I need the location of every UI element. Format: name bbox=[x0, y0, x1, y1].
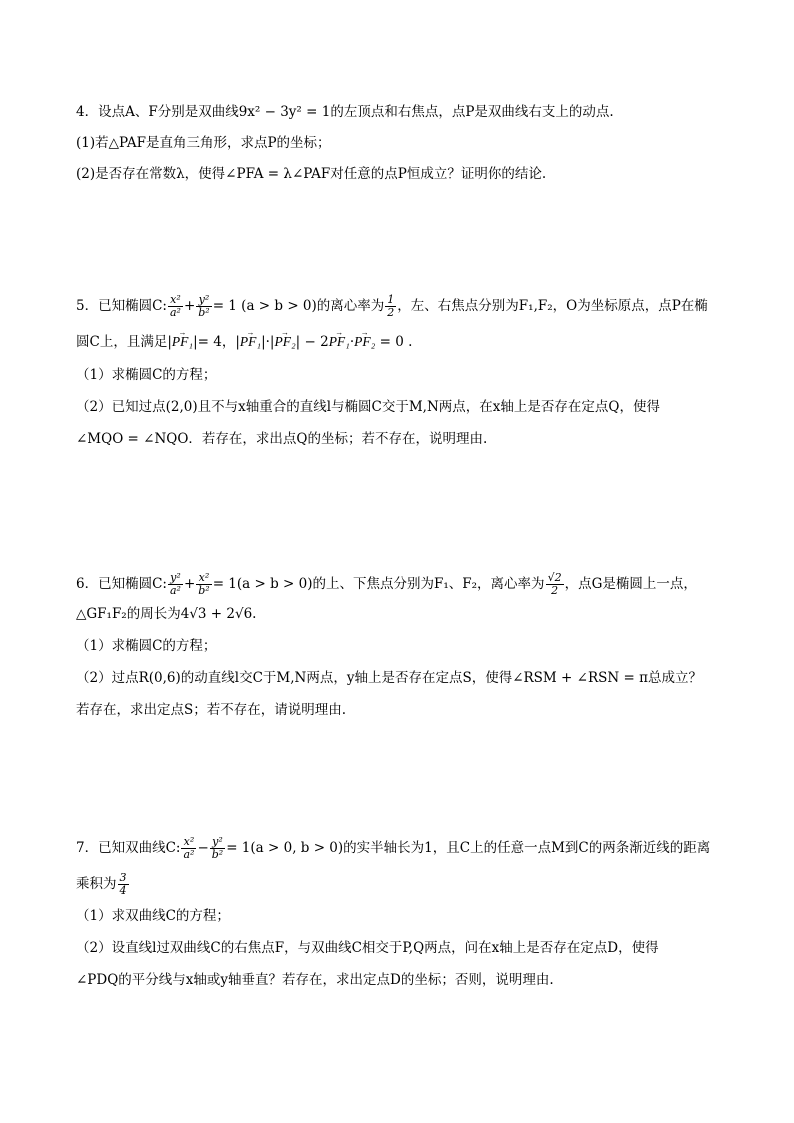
problem-5-part1: （1）求椭圆C的方程； bbox=[76, 367, 217, 383]
problem-4 bbox=[76, 102, 726, 184]
problem-7-stem: 7．已知双曲线C: $\frac{\text{x²}}{\text{a²}}$ − $\frac{\text{y²}}{\text{b²}}$ = 1(a > 0, b > 0)的实半轴长为1，且C上的任意一点M到C的两条渐近线的距离 bbox=[76, 835, 711, 861]
problem-6-part2-line2: 若存在，求出定点S；若不存在，请说明理由. bbox=[76, 702, 347, 718]
problem-7-part2-line2: ∠PDQ的平分线与x轴或y轴垂直？若存在，求出定点D的坐标；否则，说明理由. bbox=[76, 972, 554, 988]
problem-4-part1: (1)若△PAF是直角三角形，求点P的坐标； bbox=[76, 135, 331, 151]
problem-4-stem: 4．设点A、F分别是双曲线9x² − 3y² = 1的左顶点和右焦点，点P是双曲线右支上的动点. bbox=[76, 104, 614, 120]
vector-pf1: → PF₁ bbox=[240, 332, 261, 352]
problem-5 bbox=[76, 290, 726, 449]
fraction-x2-a2: $\frac{\text{x²}}{\text{a²}}$ bbox=[169, 293, 181, 319]
fraction-y2-b2: $\frac{\text{y²}}{\text{b²}}$ bbox=[198, 293, 210, 319]
problem-6-part1: （1）求椭圆C的方程； bbox=[76, 638, 217, 654]
fraction-x2-a2: $\frac{\text{x²}}{\text{a²}}$ bbox=[183, 835, 195, 861]
fraction-sqrt2-2: $\frac{√2}{2}$ bbox=[547, 571, 562, 597]
fraction-x2-b2: $\frac{\text{x²}}{\text{b²}}$ bbox=[198, 571, 210, 597]
problem-6 bbox=[76, 568, 726, 720]
problem-5-part2-line2: ∠MQO = ∠NQO．若存在，求出点Q的坐标；若不存在，说明理由. bbox=[76, 431, 488, 447]
problem-6-stem-line2: △GF₁F₂的周长为4√3 + 2√6. bbox=[76, 606, 257, 622]
vector-pf2: → PF₂ bbox=[354, 332, 375, 352]
problem-5-part2: （2）已知过点(2,0)且不与x轴重合的直线l与椭圆C交于M,N两点，在x轴上是否存在定点Q，使得 bbox=[76, 399, 660, 415]
problem-4-part2: (2)是否存在常数λ，使得∠PFA = λ∠PAF对任意的点P恒成立？证明你的结论. bbox=[76, 166, 547, 182]
fraction-three-quarters: $\frac{3}{4}$ bbox=[119, 871, 127, 897]
fraction-one-half: $\frac{1}{2}$ bbox=[387, 293, 395, 319]
fraction-y2-a2: $\frac{\text{y²}}{\text{a²}}$ bbox=[169, 571, 181, 597]
problem-6-part2: （2）过点R(0,6)的动直线l交C于M,N两点，y轴上是否存在定点S，使得∠RSM + ∠RSN = π总成立？ bbox=[76, 670, 702, 686]
problem-5-stem-line2: 圆C上，且满足|→ PF₁|= 4，|→ PF₁|·|→ PF₂| − 2→ PF₁·→ PF₂ = 0 . bbox=[76, 332, 726, 352]
fraction-y2-b2: $\frac{\text{y²}}{\text{b²}}$ bbox=[211, 835, 224, 861]
problem-7 bbox=[76, 832, 726, 990]
problem-5-stem: 5．已知椭圆C: $\frac{\text{x²}}{\text{a²}}$ + $\frac{\text{y²}}{\text{b²}}$ = 1 (a > b > 0)的离心率为 $\frac{1}{2}$ ，左、右焦点分别为F₁,F₂，O为坐标原点，点P在椭 bbox=[76, 293, 708, 319]
vector-pf2: → PF₂ bbox=[274, 332, 295, 352]
problem-7-part2: （2）设直线l过双曲线C的右焦点F，与双曲线C相交于P,Q两点，问在x轴上是否存在定点D，使得 bbox=[76, 940, 659, 956]
problem-7-stem-line2: 乘积为 $\frac{3}{4}$ bbox=[76, 871, 127, 897]
problem-7-part1: （1）求双曲线C的方程； bbox=[76, 908, 230, 924]
vector-pf1: → PF₁ bbox=[172, 332, 193, 352]
vector-pf1: → PF₁ bbox=[329, 332, 350, 352]
problem-6-stem: 6．已知椭圆C: $\frac{\text{y²}}{\text{a²}}$ + $\frac{\text{x²}}{\text{b²}}$ = 1(a > b > 0)的上、下焦点分别为F₁、F₂，离心率为 $\frac{√2}{2}$ ，点G是椭圆上一点， bbox=[76, 571, 697, 597]
